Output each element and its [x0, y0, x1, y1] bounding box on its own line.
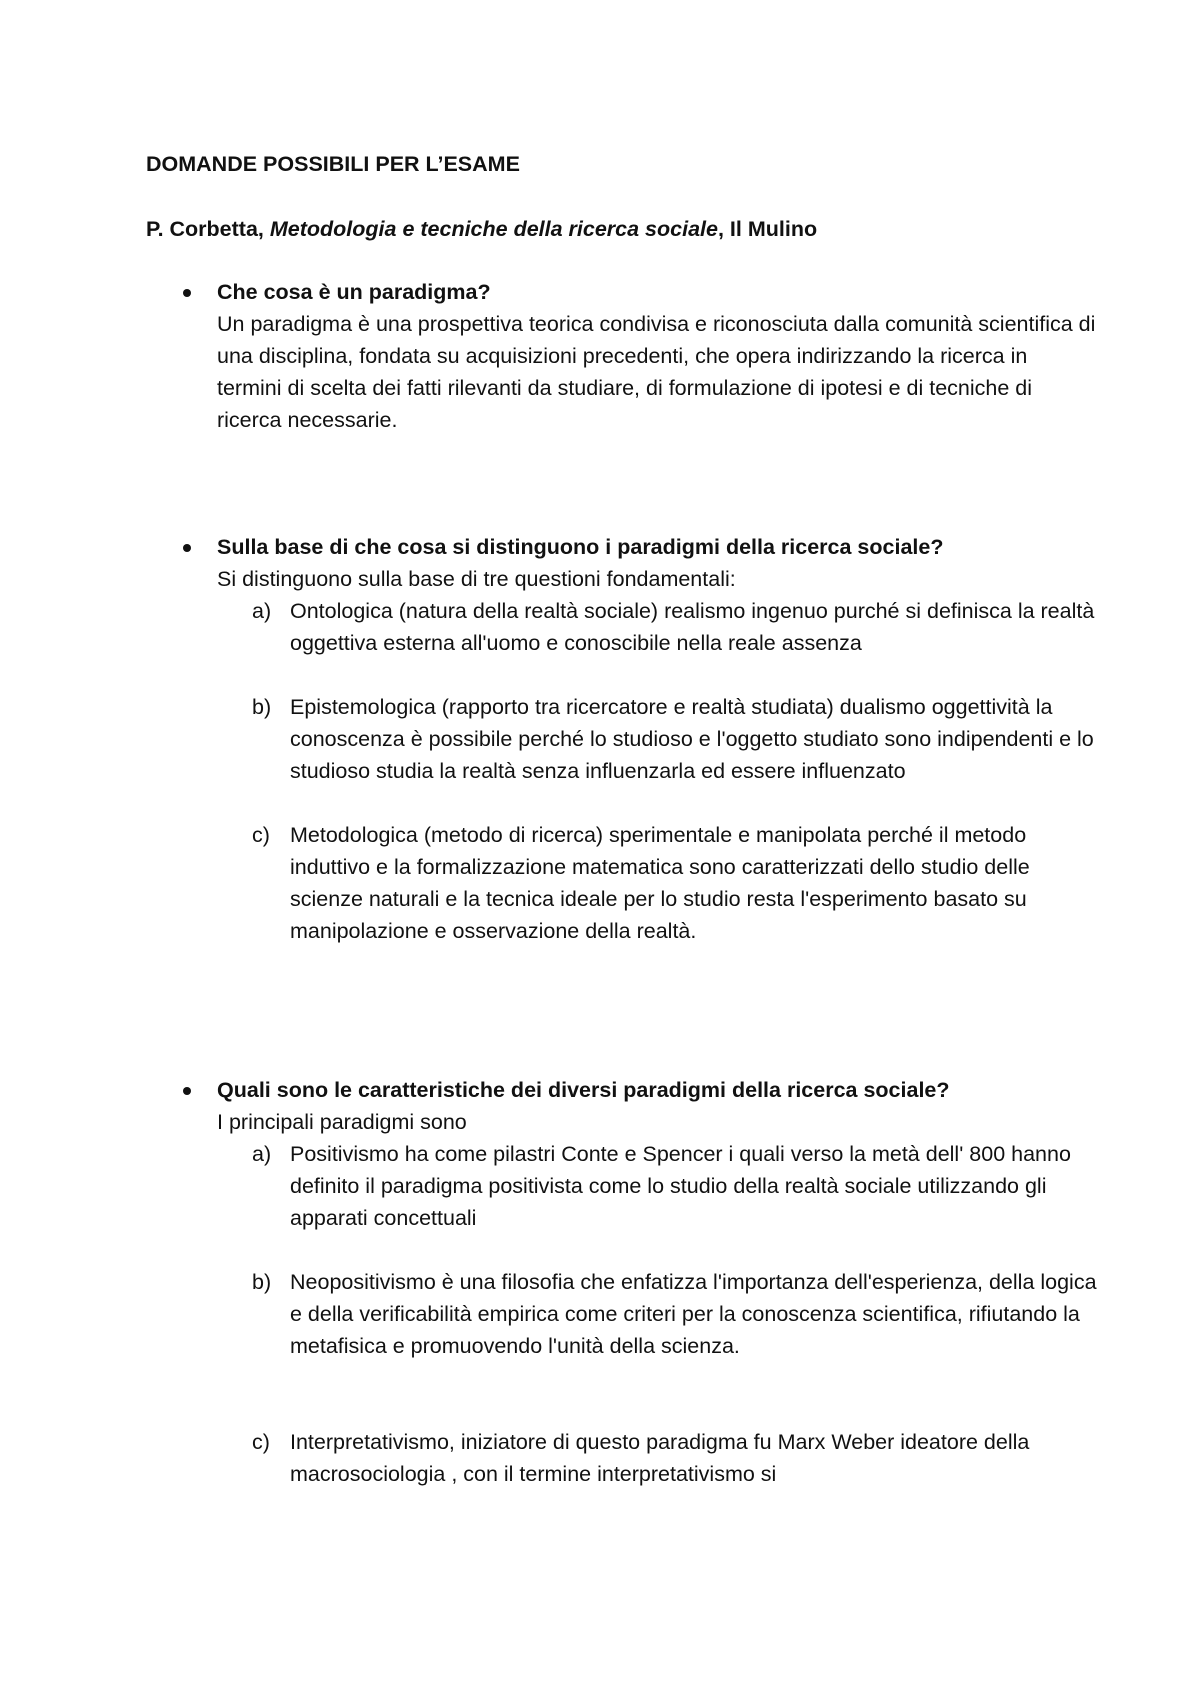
question-block — [217, 531, 1097, 947]
list-item — [217, 1266, 1097, 1362]
answer-list — [217, 595, 1097, 947]
bullet-icon — [183, 544, 191, 552]
list-item-text: Interpretativismo, iniziatore di questo paradigma fu Marx Weber ideatore della macrosociologia , con il termine interpretativismo si — [290, 1430, 1030, 1486]
book-reference — [146, 217, 817, 242]
bullet-icon — [183, 289, 191, 297]
list-item-letter: c) — [252, 1430, 270, 1454]
question-heading: Sulla base di che cosa si distinguono i paradigmi della ricerca sociale? — [217, 535, 944, 559]
answer-text: Si distinguono sulla base di tre questioni fondamentali: — [217, 567, 736, 591]
list-item-letter: a) — [252, 1142, 272, 1166]
reference-publisher: , Il Mulino — [717, 217, 818, 241]
list-item — [217, 819, 1097, 947]
list-item — [217, 1426, 1097, 1490]
answer-text: I principali paradigmi sono — [217, 1110, 467, 1134]
reference-author: P. Corbetta, — [146, 217, 264, 241]
question-heading: Che cosa è un paradigma? — [217, 280, 491, 304]
list-item-letter: b) — [252, 1270, 272, 1294]
list-item-text: Positivismo ha come pilastri Conte e Spencer i quali verso la metà dell' 800 hanno definito il paradigma positivista come lo studio della realtà sociale utilizzando gli apparati concettuali — [290, 1142, 1071, 1230]
list-item — [217, 1138, 1097, 1234]
question-heading: Quali sono le caratteristiche dei diversi paradigmi della ricerca sociale? — [217, 1078, 950, 1102]
list-item-text: Ontologica (natura della realtà sociale) realismo ingenuo purché si definisca la realtà oggettiva esterna all'uomo e conoscibile nella reale assenza — [290, 599, 1095, 655]
document-title: DOMANDE POSSIBILI PER L’ESAME — [146, 152, 520, 176]
list-item-text: Metodologica (metodo di ricerca) sperimentale e manipolata perché il metodo induttivo e la formalizzazione matematica sono caratterizzati dello studio delle scienze naturali e la tecnica ideale per lo studio resta l'esperimento basato su manipolazione e osservazione della realtà. — [290, 823, 1030, 943]
answer-list — [217, 1138, 1097, 1490]
list-item-letter: a) — [252, 599, 272, 623]
question-block — [217, 1074, 1097, 1490]
reference-book-title: Metodologia e tecniche della ricerca sociale — [269, 217, 718, 241]
list-item-text: Neopositivismo è una filosofia che enfatizza l'importanza dell'esperienza, della logica e della verificabilità empirica come criteri per la conoscenza scientifica, rifiutando la metafisica e promuovendo l'unità della scienza. — [290, 1270, 1097, 1358]
bullet-icon — [183, 1087, 191, 1095]
list-item-text: Epistemologica (rapporto tra ricercatore e realtà studiata) dualismo oggettività la conoscenza è possibile perché lo studioso e l'oggetto studiato sono indipendenti e lo studioso studia la realtà senza influenzarla ed essere influenzato — [290, 695, 1094, 783]
list-item — [217, 691, 1097, 787]
question-block — [217, 276, 1097, 436]
answer-text: Un paradigma è una prospettiva teorica condivisa e riconosciuta dalla comunità scientifica di una disciplina, fondata su acquisizioni precedenti, che opera indirizzando la ricerca in termini di scelta dei fatti rilevanti da studiare, di formulazione di ipotesi e di tecniche di ricerca necessarie. — [217, 312, 1096, 432]
list-item-letter: b) — [252, 695, 272, 719]
list-item-letter: c) — [252, 823, 270, 847]
list-item — [217, 595, 1097, 659]
